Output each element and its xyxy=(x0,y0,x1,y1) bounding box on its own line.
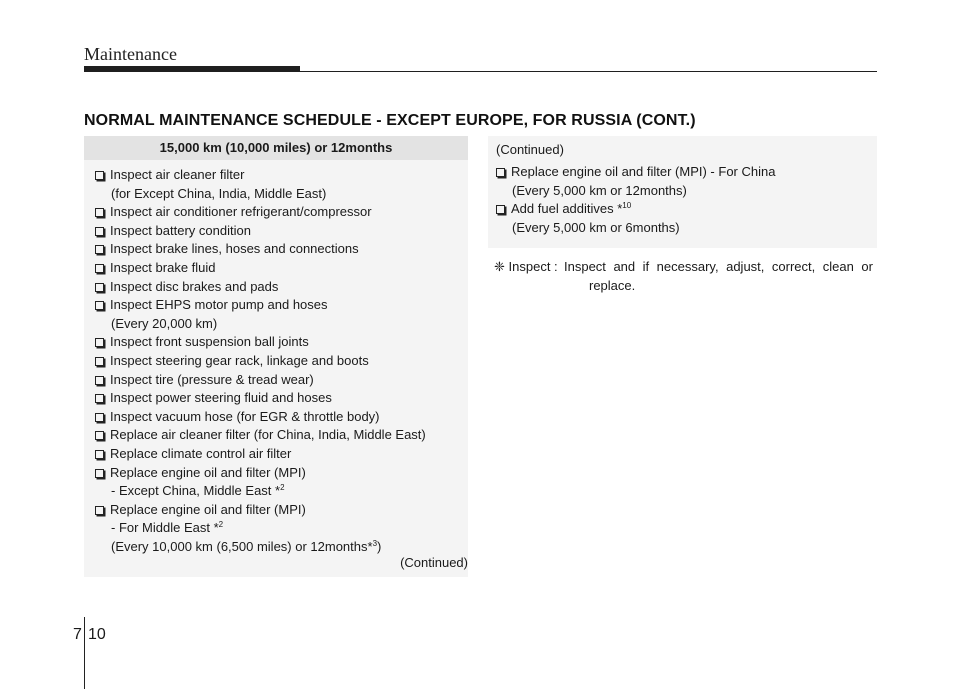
note-line-1 xyxy=(564,258,873,277)
note-word: necessary, xyxy=(656,259,719,274)
checkbox-icon xyxy=(95,283,104,292)
checklist-item xyxy=(95,426,468,445)
checkbox-icon xyxy=(95,171,104,180)
checklist-item-label: Replace air cleaner filter (for China, India, Middle East) xyxy=(110,427,426,443)
checkbox-icon xyxy=(496,168,505,177)
note-word: if xyxy=(642,259,650,274)
checklist-item-label: Inspect brake lines, hoses and connections xyxy=(110,241,359,257)
note-label xyxy=(494,258,564,295)
checklist-item xyxy=(95,222,468,241)
checklist-item-label: Inspect air conditioner refrigerant/compressor xyxy=(110,204,372,220)
checkbox-icon xyxy=(95,376,104,385)
checkbox-icon xyxy=(95,301,104,310)
checklist-item-label: Inspect power steering fluid and hoses xyxy=(110,390,332,406)
continued-label-top: (Continued) xyxy=(496,142,564,157)
interval-heading: 15,000 km (10,000 miles) or 12months xyxy=(84,136,468,160)
left-items xyxy=(84,160,468,556)
note-word: and xyxy=(613,259,636,274)
checklist-item-detail: (Every 20,000 km) xyxy=(111,315,218,331)
checkbox-icon xyxy=(95,264,104,273)
checkbox-icon xyxy=(95,357,104,366)
checkbox-icon xyxy=(95,431,104,440)
schedule-box-left xyxy=(84,136,468,577)
checklist-item-label: Inspect brake fluid xyxy=(110,259,216,275)
checklist-item-label: Inspect vacuum hose (for EGR & throttle body) xyxy=(110,408,380,424)
checklist-item-label: Replace engine oil and filter (MPI) xyxy=(110,501,306,517)
checklist-item xyxy=(95,408,468,427)
checklist-item-label: Inspect disc brakes and pads xyxy=(110,278,279,294)
checklist-item xyxy=(95,259,468,278)
checklist-item-label: Inspect air cleaner filter xyxy=(110,167,245,182)
note-label-text: Inspect : xyxy=(508,259,558,274)
note-word: correct, xyxy=(771,259,816,274)
page-title: NORMAL MAINTENANCE SCHEDULE - EXCEPT EUROPE, FOR RUSSIA (CONT.) xyxy=(84,112,696,129)
checklist-item-detail: (Every 10,000 km (6,500 miles) or 12months*$^3$) xyxy=(111,538,382,554)
checklist-item-detail: - Except China, Middle East *$^2$ xyxy=(111,483,285,499)
checklist-item-label: Replace engine oil and filter (MPI) xyxy=(110,464,306,480)
note-symbol: ❈ xyxy=(494,259,505,274)
footnote-marker: 2 xyxy=(280,483,285,493)
header-rule-thin xyxy=(300,71,877,72)
checklist-item xyxy=(95,166,468,185)
checklist-item-detail: (Every 5,000 km or 6months) xyxy=(512,219,680,235)
checklist-item xyxy=(95,333,468,352)
checklist-item xyxy=(95,278,468,297)
checklist-item xyxy=(95,501,468,520)
inspect-note xyxy=(494,258,878,295)
checklist-item xyxy=(95,389,468,408)
checkbox-icon xyxy=(95,469,104,478)
schedule-box-right xyxy=(488,136,877,248)
chapter-number: 7 xyxy=(73,626,82,643)
checklist-item-detail: (Every 5,000 km or 12months) xyxy=(512,182,687,198)
checklist-item xyxy=(95,296,468,315)
checkbox-icon xyxy=(95,450,104,459)
checklist-item-label: Inspect EHPS motor pump and hoses xyxy=(110,297,328,313)
continued-label-bottom: (Continued) xyxy=(400,555,468,571)
note-word: adjust, xyxy=(726,259,765,274)
checkbox-icon xyxy=(95,394,104,403)
header-rule-thick xyxy=(84,66,300,72)
checklist-item xyxy=(496,200,877,219)
right-items xyxy=(488,163,877,237)
note-word: or xyxy=(861,259,873,274)
checklist-item-label: Add fuel additives * xyxy=(511,201,623,217)
checklist-item-label: Inspect front suspension ball joints xyxy=(110,334,309,350)
checklist-item-label: Replace engine oil and filter (MPI) - For China xyxy=(511,164,776,179)
footnote-marker: 10 xyxy=(622,201,632,211)
checklist-item-detail: (for Except China, India, Middle East) xyxy=(111,185,327,201)
checklist-item xyxy=(95,371,468,390)
footer-divider xyxy=(84,617,85,689)
checklist-item xyxy=(95,240,468,259)
checkbox-icon xyxy=(95,338,104,347)
checklist-item xyxy=(95,203,468,222)
checkbox-icon xyxy=(95,208,104,217)
checklist-item xyxy=(95,352,468,371)
note-word: clean xyxy=(822,259,854,274)
checklist-item-label: Replace climate control air filter xyxy=(110,445,292,461)
checklist-item-label: Inspect battery condition xyxy=(110,222,251,238)
checklist-item-label: Inspect tire (pressure & tread wear) xyxy=(110,371,314,387)
checkbox-icon xyxy=(496,205,505,214)
checklist-item xyxy=(95,445,468,464)
footnote-marker: 3 xyxy=(372,538,378,548)
checkbox-icon xyxy=(95,413,104,422)
note-word: Inspect xyxy=(564,259,606,274)
checklist-item xyxy=(95,464,468,483)
checklist-item-label: Inspect steering gear rack, linkage and boots xyxy=(110,352,369,368)
checkbox-icon xyxy=(95,227,104,236)
section-title: Maintenance xyxy=(84,44,177,64)
checklist-item xyxy=(496,163,877,182)
checklist-item-detail: - For Middle East *$^2$ xyxy=(111,520,224,536)
note-line-2: replace. xyxy=(589,277,636,293)
footnote-marker: 2 xyxy=(218,520,224,530)
checkbox-icon xyxy=(95,506,104,515)
page-number: 10 xyxy=(88,626,106,643)
checkbox-icon xyxy=(95,245,104,254)
